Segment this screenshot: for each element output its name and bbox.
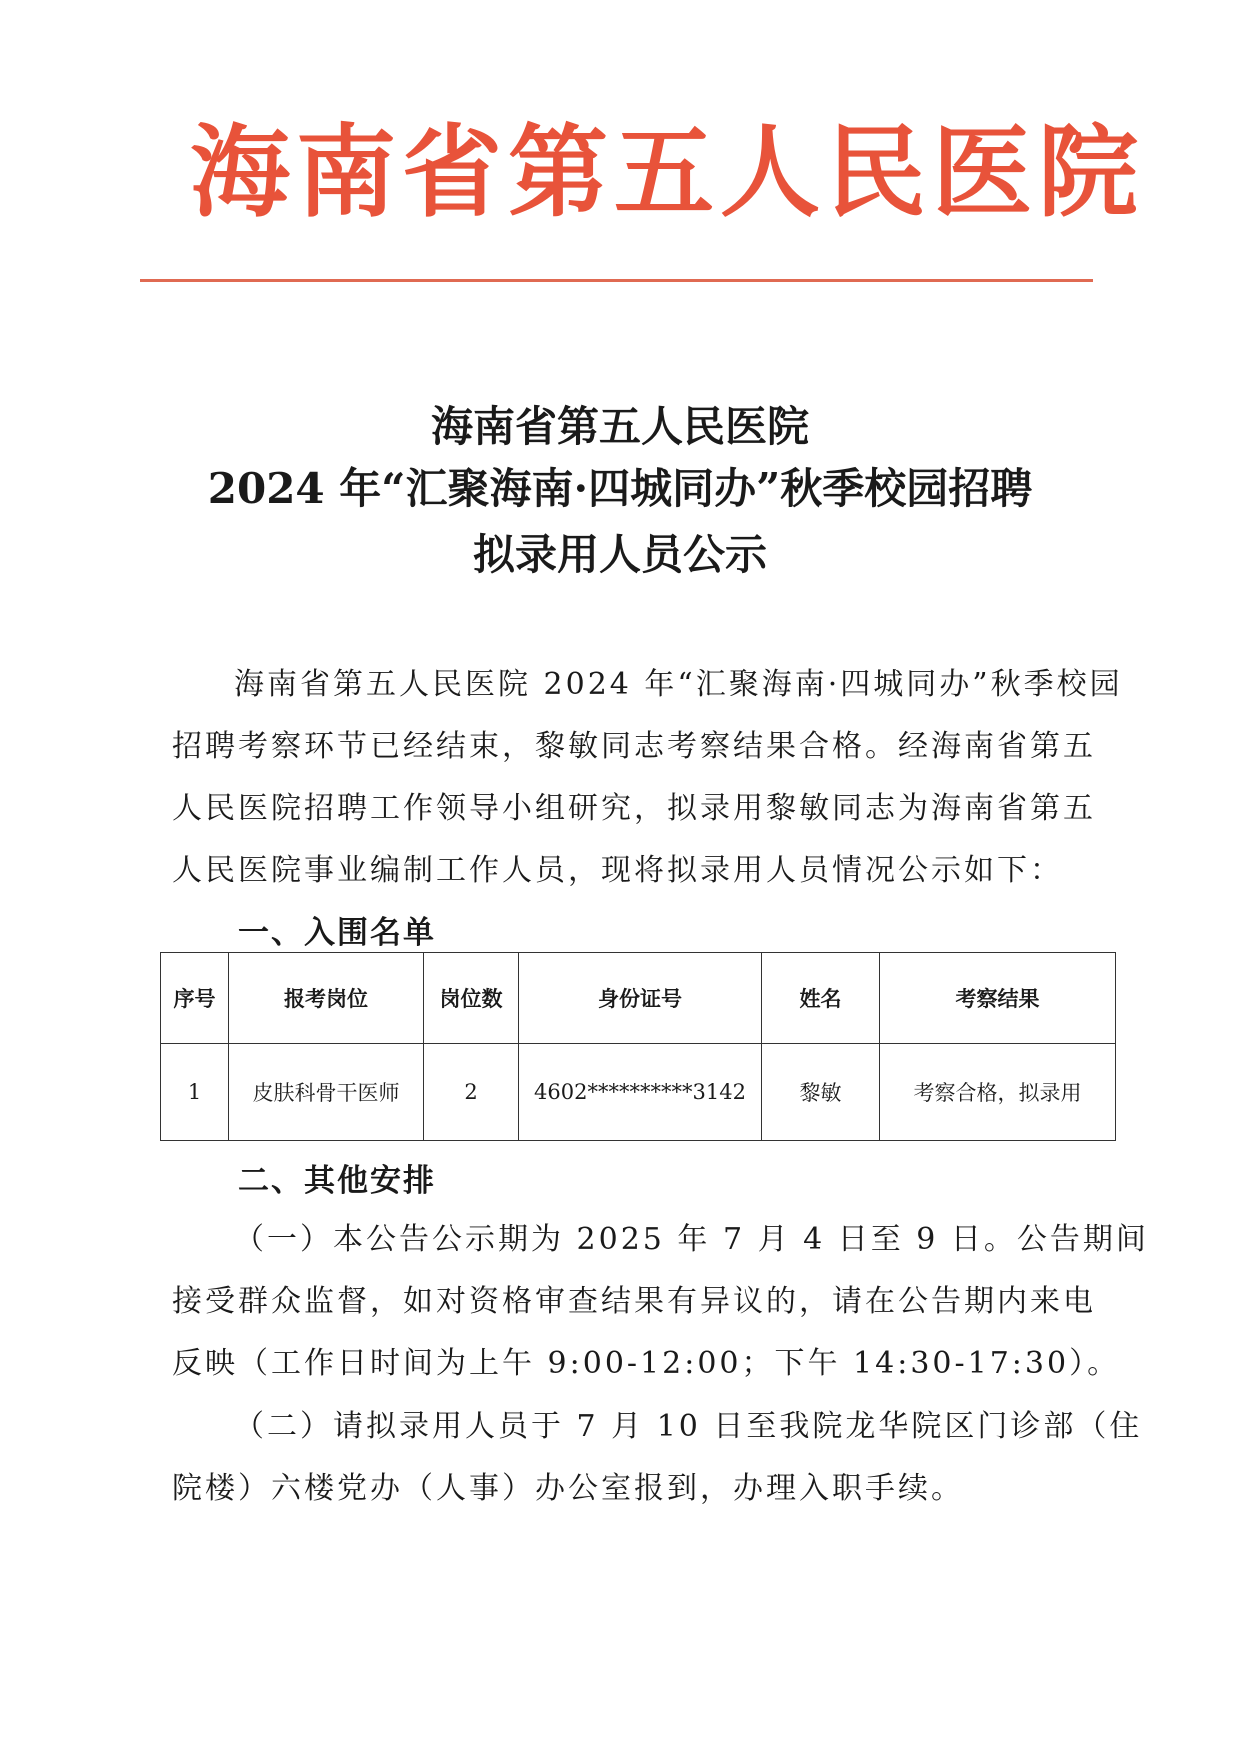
arrangement-2-paragraph bbox=[172, 1396, 1143, 1520]
cell-serial: 1 bbox=[161, 1044, 229, 1141]
arrangement-1-line: （一）本公告公示期为 2025 年 7 月 4 日至 9 日。公告期间 bbox=[234, 1222, 1149, 1257]
cell-id-number: 4602**********3142 bbox=[519, 1044, 762, 1141]
cell-name: 黎敏 bbox=[762, 1044, 880, 1141]
table-header-row bbox=[161, 953, 1116, 1044]
letterhead-divider bbox=[140, 279, 1093, 282]
intro-line: 招聘考察环节已经结束，黎敏同志考察结果合格。经海南省第五 bbox=[172, 729, 1096, 764]
header-position: 报考岗位 bbox=[229, 953, 424, 1044]
header-position-count: 岗位数 bbox=[424, 953, 519, 1044]
intro-line: 海南省第五人民医院 2024 年“汇聚海南·四城同办”秋季校园 bbox=[234, 667, 1123, 702]
header-name: 姓名 bbox=[762, 953, 880, 1044]
arrangement-2-line: 院楼）六楼党办（人事）办公室报到，办理入职手续。 bbox=[172, 1471, 964, 1506]
cell-result: 考察合格，拟录用 bbox=[880, 1044, 1116, 1141]
arrangement-2-line: （二）请拟录用人员于 7 月 10 日至我院龙华院区门诊部（住 bbox=[234, 1409, 1143, 1444]
intro-paragraph bbox=[172, 654, 1123, 902]
intro-line: 人民医院招聘工作领导小组研究，拟录用黎敏同志为海南省第五 bbox=[172, 791, 1096, 826]
letterhead-org-name: 海南省第五人民医院 bbox=[190, 114, 1144, 231]
intro-line: 人民医院事业编制工作人员，现将拟录用人员情况公示如下： bbox=[172, 853, 1063, 888]
arrangement-1-line: 反映（工作日时间为上午 9:00-12:00；下午 14:30-17:30）。 bbox=[172, 1346, 1121, 1381]
cell-position: 皮肤科骨干医师 bbox=[229, 1044, 424, 1141]
section-heading-shortlist: 一、入围名单 bbox=[238, 915, 436, 951]
shortlist-table bbox=[160, 952, 1116, 1141]
arrangement-1-line: 接受群众监督，如对资格审查结果有异议的，请在公告期内来电 bbox=[172, 1284, 1096, 1319]
header-id-number: 身份证号 bbox=[519, 953, 762, 1044]
cell-position-count: 2 bbox=[424, 1044, 519, 1141]
table-row bbox=[161, 1044, 1116, 1141]
arrangement-1-paragraph bbox=[172, 1209, 1149, 1395]
section-heading-other-arrangements: 二、其他安排 bbox=[238, 1163, 436, 1199]
doc-title-line-2: 2024 年“汇聚海南·四城同办”秋季校园招聘 bbox=[207, 464, 1033, 513]
doc-title-line-1: 海南省第五人民医院 bbox=[430, 402, 809, 451]
doc-title-line-3: 拟录用人员公示 bbox=[472, 530, 767, 579]
header-result: 考察结果 bbox=[880, 953, 1116, 1044]
header-serial: 序号 bbox=[161, 953, 229, 1044]
